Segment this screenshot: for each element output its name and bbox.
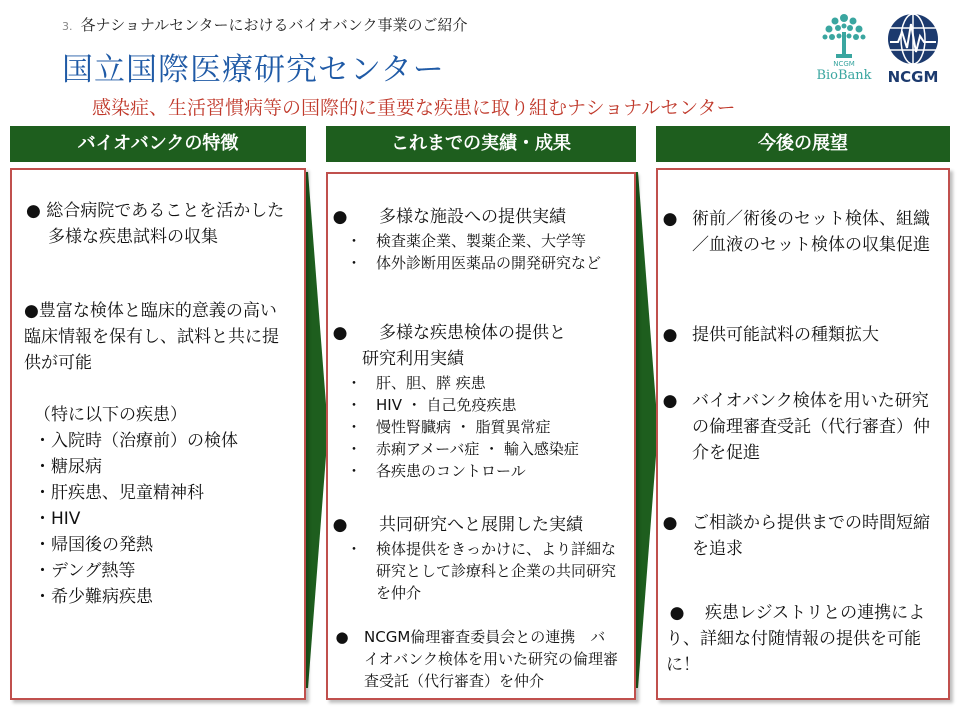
bullet-icon: ・: [346, 396, 362, 414]
achievement-title: 共同研究へと展開した実績: [379, 515, 583, 535]
biobank-logo-text: BioBank: [816, 68, 872, 83]
section-heading: [62, 14, 468, 35]
column-header-achievements: これまでの実績・成果: [326, 126, 636, 162]
outlook-item: ● ご相談から提供までの時間短縮を追求: [670, 510, 934, 562]
disease-item: ・帰国後の発熱: [34, 535, 153, 555]
bullet-icon: ●: [332, 323, 348, 343]
disease-list-heading: （特に以下の疾患）: [34, 405, 187, 425]
bullet-icon: ・: [346, 540, 362, 558]
bullet-icon: ・: [346, 418, 362, 436]
bullet-icon: ・: [346, 254, 362, 272]
bullet-icon: ・: [346, 462, 362, 480]
disease-item: ・肝疾患、児童精神科: [34, 483, 204, 503]
bullet-icon: ●: [332, 515, 348, 535]
tree-icon: [808, 10, 880, 62]
bullet-icon: ●: [662, 391, 678, 411]
section-number: 3.: [62, 20, 73, 33]
achievement-item: [335, 626, 620, 692]
achievement-item: [332, 512, 624, 538]
bullet-icon: ・: [346, 232, 362, 250]
achievement-item: [332, 204, 624, 230]
achievement-item: [332, 320, 574, 372]
achievement-sub: ・ 体外診断用医薬品の開発研究など: [346, 254, 602, 272]
achievement-title: 多様な疾患検体の提供と研究利用実績: [362, 323, 566, 369]
achievement-sub: ・ 赤痢アメーバ症 ・ 輸入感染症: [346, 440, 579, 458]
arrow-right-icon: [636, 172, 658, 688]
page-title: 国立国際医療研究センター: [62, 52, 445, 88]
ncgm-logo-text: NCGM: [887, 68, 939, 86]
bullet-icon: ●: [669, 603, 685, 623]
outlook-item: ● バイオバンク検体を用いた研究の倫理審査受託（代行審査）仲介を促進: [670, 388, 934, 466]
outlook-box: [656, 168, 950, 700]
achievement-sub: ・ 肝、胆、膵 疾患: [346, 374, 486, 392]
arrow-right-icon: [306, 172, 328, 688]
column-header-outlook: 今後の展望: [656, 126, 950, 162]
bullet-icon: ●: [662, 209, 678, 229]
biobank-logo-small-text: NCGM: [833, 60, 855, 68]
globe-icon: [880, 12, 946, 66]
column-header-features: バイオバンクの特徴: [10, 126, 306, 162]
achievement-sub: ・ HIV ・ 自己免疫疾患: [346, 396, 517, 414]
tagline: 感染症、生活習慣病等の国際的に重要な疾患に取り組むナショナルセンター: [92, 97, 736, 119]
disease-item: ・希少難病疾患: [34, 587, 153, 607]
bullet-icon: ●: [335, 628, 349, 646]
bullet-icon: ・: [346, 440, 362, 458]
section-title: 各ナショナルセンターにおけるバイオバンク事業のご紹介: [80, 16, 468, 34]
achievement-title: 多様な施設への提供実績: [379, 207, 566, 227]
bullet-icon: ●: [662, 325, 678, 345]
disease-item: ・入院時（治療前）の検体: [34, 431, 238, 451]
achievement-title: NCGM倫理審査委員会との連携 バイオバンク検体を用いた研究の倫理審査受託（代行審査）を仲介: [364, 628, 618, 690]
outlook-item: ● 提供可能試料の種類拡大: [670, 322, 934, 348]
bullet-icon: ・: [346, 374, 362, 392]
ncgm-logo: [880, 12, 946, 86]
bullet-icon: ●: [332, 207, 348, 227]
outlook-item: ● 疾患レジストリとの連携により、詳細な付随情報の提供を可能に！: [666, 600, 936, 678]
achievement-sub: ・ 検体提供をきっかけに、より詳細な研究として診療科と企業の共同研究を仲介: [346, 540, 617, 602]
achievement-sub: ・ 検査薬企業、製薬企業、大学等: [346, 232, 587, 250]
disease-item: ・糖尿病: [34, 457, 102, 477]
biobank-logo: [808, 10, 880, 86]
outlook-item: ● 術前／術後のセット検体、組織／血液のセット検体の収集促進: [670, 206, 934, 258]
feature-item: ● 総合病院であることを活かした多様な疾患試料の収集: [26, 201, 285, 247]
achievement-sub: ・ 慢性腎臓病 ・ 脂質異常症: [346, 418, 551, 436]
disease-item: ・デング熱等: [34, 561, 136, 581]
bullet-icon: ●: [662, 513, 678, 533]
achievement-sub: ・ 各疾患のコントロール: [346, 462, 526, 480]
features-box: [10, 168, 306, 700]
feature-item: ●豊富な検体と臨床的意義の高い臨床情報を保有し、試料と共に提供が可能: [24, 301, 279, 373]
disease-item: ・HIV: [34, 509, 81, 529]
achievements-box: [326, 172, 636, 700]
